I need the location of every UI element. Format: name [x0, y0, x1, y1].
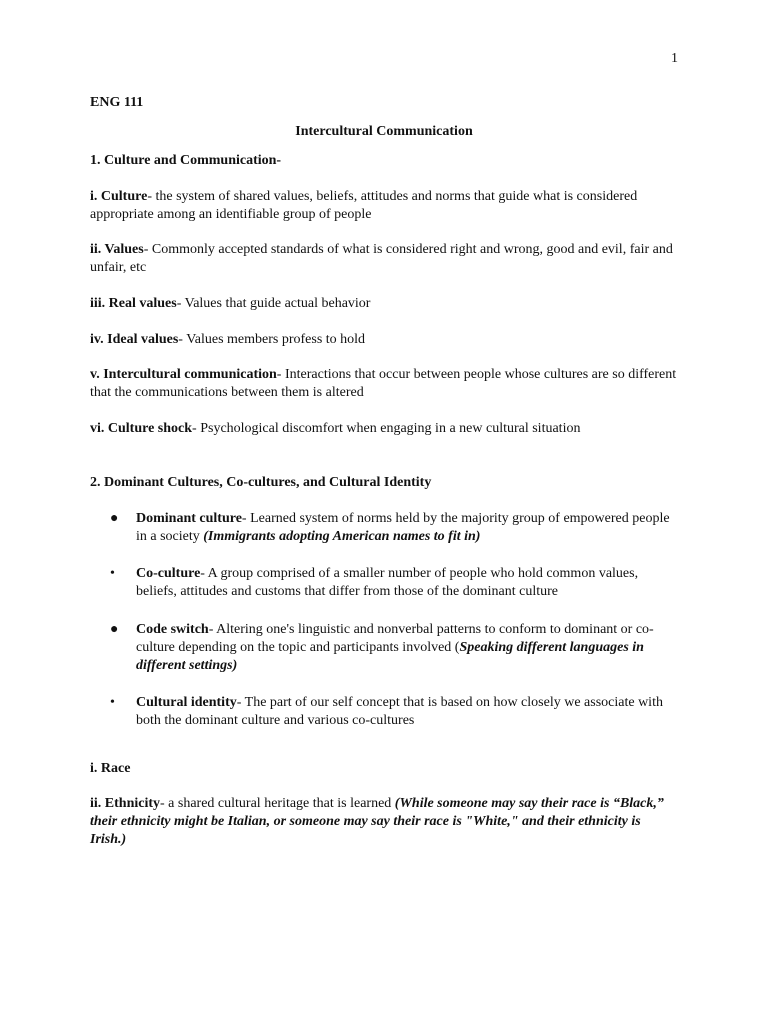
- term-ethnicity: [90, 795, 680, 849]
- bullet-icon: •: [110, 566, 115, 581]
- term-definition: - Commonly accepted standards of what is considered right and wrong, good and evil, fair and unfair, etc: [90, 242, 673, 275]
- bullet-icon: ●: [110, 622, 119, 637]
- term-definition: - the system of shared values, beliefs, attitudes and norms that guide what is considered appropriate among an identifiable group of people: [90, 189, 638, 222]
- term-name: Co-culture: [136, 566, 201, 581]
- term-definition: - Values members profess to hold: [178, 332, 366, 347]
- list-item-text: [136, 510, 680, 546]
- term-name: iv. Ideal values: [90, 332, 179, 347]
- term-definition: - The part of our self concept that is based on how closely we associate with both the dominant culture and various co-cultures: [136, 695, 663, 728]
- term-culture: [90, 188, 680, 224]
- section-heading-2: 2. Dominant Cultures, Co-cultures, and Cultural Identity: [90, 475, 432, 490]
- term-definition: - a shared cultural heritage that is learned: [160, 796, 395, 811]
- term-definition: - A group comprised of a smaller number of people who hold common values, beliefs, attitudes and customs that differ from those of the dominant culture: [136, 566, 639, 599]
- term-culture-shock: [90, 420, 680, 438]
- term-example: Speaking different languages in different settings): [136, 640, 644, 673]
- list-item-text: [136, 621, 680, 675]
- page-number: 1: [671, 51, 678, 66]
- term-name: Dominant culture: [136, 511, 242, 526]
- term-name: Code switch: [136, 622, 209, 637]
- term-name: Cultural identity: [136, 695, 237, 710]
- term-example: (Immigrants adopting American names to fit in): [203, 529, 481, 544]
- term-example: (While someone may say their race is “Black,” their ethnicity might be Italian, or someone may say their race is "White," and their ethnicity is Irish.): [90, 796, 664, 847]
- bullet-icon: •: [110, 695, 115, 710]
- term-definition: - Psychological discomfort when engaging in a new cultural situation: [192, 421, 581, 436]
- term-name: i. Race: [90, 761, 131, 776]
- bullet-icon: ●: [110, 511, 119, 526]
- section-heading-1: 1. Culture and Communication-: [90, 153, 282, 168]
- term-definition: - Altering one's linguistic and nonverbal patterns to conform to dominant or co- culture depending on the topic and participants involved (: [136, 622, 654, 655]
- term-race: [90, 760, 680, 778]
- list-item-text: [136, 565, 680, 601]
- term-definition: - Learned system of norms held by the majority group of empowered people in a society: [136, 511, 670, 544]
- term-real-values: [90, 295, 680, 313]
- term-values: [90, 241, 680, 277]
- term-name: ii. Ethnicity: [90, 796, 161, 811]
- term-name: ii. Values: [90, 242, 144, 257]
- term-intercultural-communication: [90, 366, 680, 402]
- term-name: i. Culture: [90, 189, 148, 204]
- term-name: vi. Culture shock: [90, 421, 193, 436]
- term-ideal-values: [90, 331, 680, 349]
- course-code: ENG 111: [90, 95, 144, 110]
- term-name: v. Intercultural communication: [90, 367, 277, 382]
- document-title: Intercultural Communication: [295, 124, 473, 139]
- list-item-text: [136, 694, 680, 730]
- term-definition: - Values that guide actual behavior: [176, 296, 371, 311]
- term-definition: - Interactions that occur between people whose cultures are so different that the communications between them is altered: [90, 367, 677, 400]
- term-name: iii. Real values: [90, 296, 177, 311]
